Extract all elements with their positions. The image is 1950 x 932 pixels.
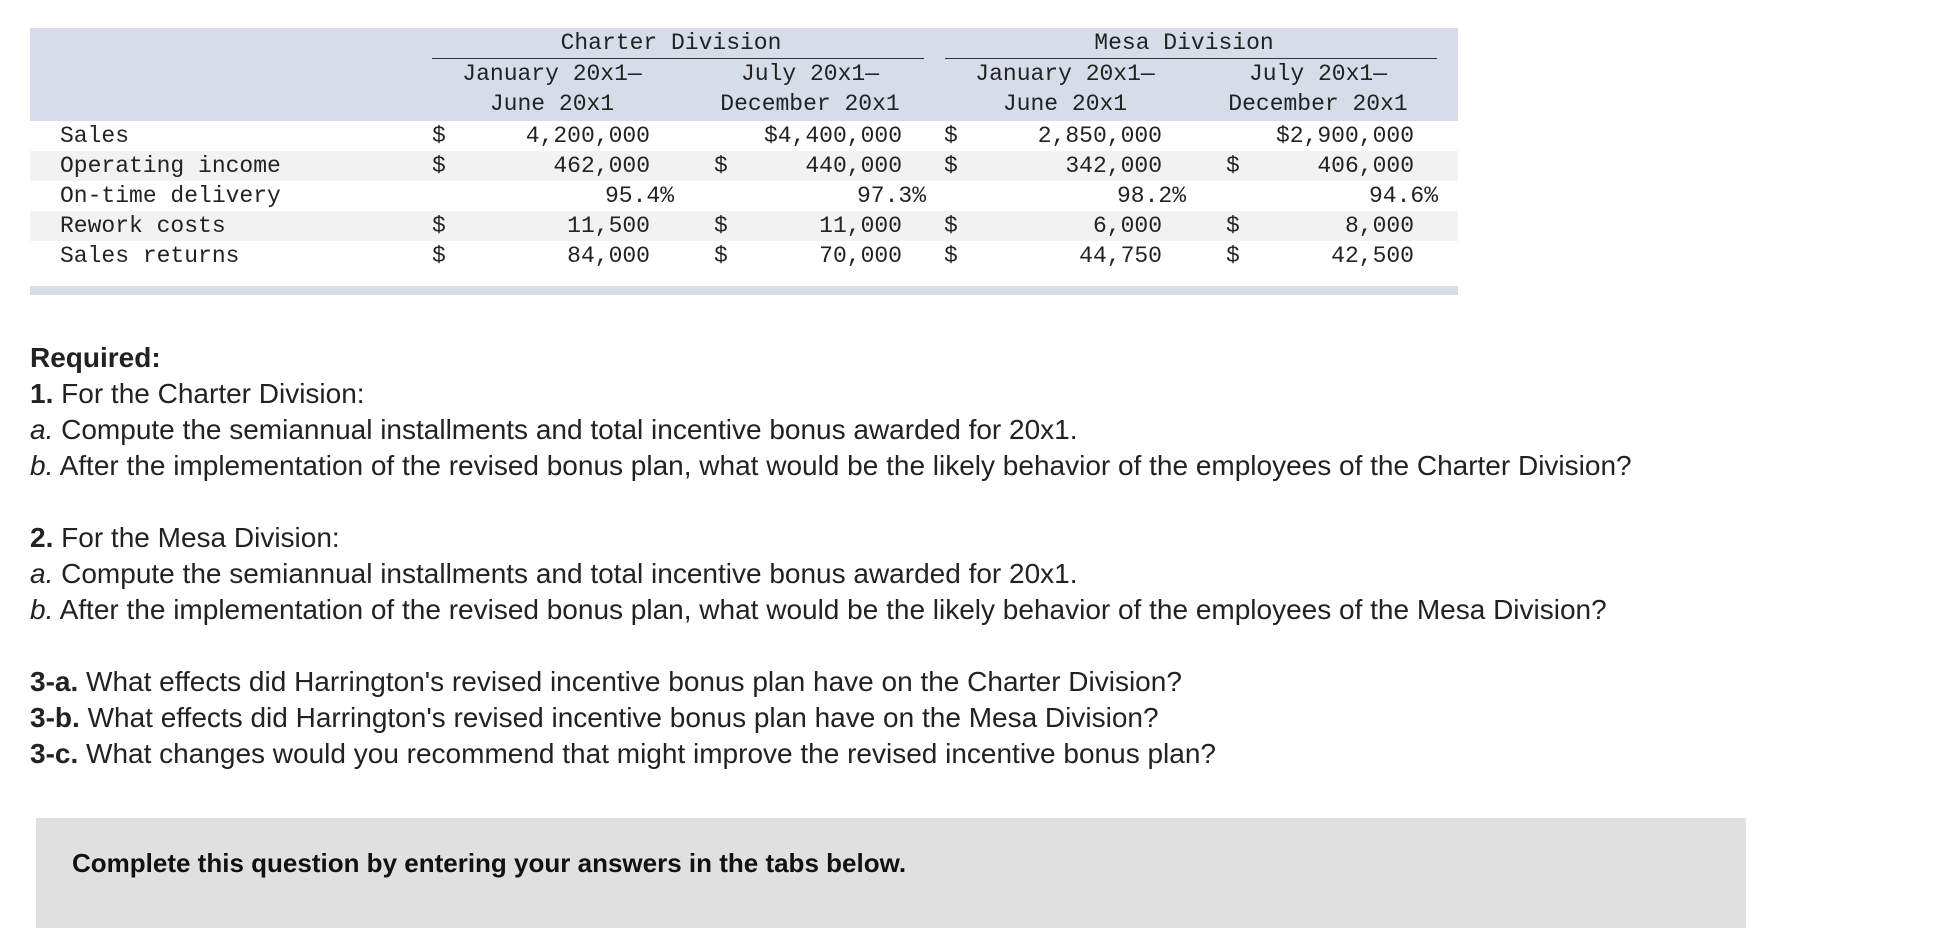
question-letter: a. (30, 558, 54, 589)
cell-value: 440,000 (805, 153, 902, 179)
row-label: On-time delivery (60, 183, 281, 209)
question-text: What changes would you recommend that might improve the revised incentive bonus plan? (86, 738, 1216, 769)
division-header-charter: Charter Division (560, 30, 782, 56)
cell-value: $2,900,000 (1275, 123, 1414, 149)
dollar-sign: $ (432, 123, 446, 149)
question-letter: b. (30, 450, 54, 481)
question-text: After the implementation of the revised bonus plan, what would be the likely behavior of the employees of the Charter Division? (59, 450, 1632, 481)
cell-value: 11,500 (567, 213, 650, 239)
cell-value: 2,850,000 (1037, 123, 1162, 149)
cell-value: $4,400,000 (763, 123, 902, 149)
question-number: 2. (30, 522, 54, 553)
question-letter: b. (30, 594, 54, 625)
question-1b (30, 448, 1920, 484)
period-3-line2: June 20x1 (1002, 91, 1128, 117)
cell-value: 44,750 (1079, 243, 1162, 269)
period-2-line1: July 20x1— (740, 61, 880, 87)
cell-value: 342,000 (1065, 153, 1162, 179)
question-text: For the Charter Division: (61, 378, 365, 409)
period-1-line2: June 20x1 (489, 91, 615, 117)
instructions-text: Complete this question by entering your answers in the tabs below. (72, 848, 907, 878)
dollar-sign: $ (432, 243, 446, 269)
cell-value: 4,200,000 (525, 123, 650, 149)
row-label: Rework costs (60, 213, 226, 239)
cell-value: 42,500 (1331, 243, 1414, 269)
question-text: After the implementation of the revised bonus plan, what would be the likely behavior of the employees of the Mesa Division? (59, 594, 1607, 625)
question-3b (30, 700, 1920, 736)
question-2 (30, 520, 1920, 556)
cell-value: 11,000 (819, 213, 902, 239)
question-2a (30, 556, 1920, 592)
question-2b (30, 592, 1920, 628)
cell-value: 462,000 (553, 153, 650, 179)
question-text: What effects did Harrington's revised incentive bonus plan have on the Mesa Division? (87, 702, 1159, 733)
period-2-line2: December 20x1 (720, 91, 900, 117)
dollar-sign: $ (714, 213, 728, 239)
question-number: 3-a. (30, 666, 79, 697)
question-text: Compute the semiannual installments and total incentive bonus awarded for 20x1. (61, 414, 1078, 445)
cell-value: 70,000 (819, 243, 902, 269)
period-3-line1: January 20x1— (975, 61, 1155, 87)
question-text: Compute the semiannual installments and total incentive bonus awarded for 20x1. (61, 558, 1078, 589)
dollar-sign: $ (944, 153, 958, 179)
question-number: 1. (30, 378, 54, 409)
dollar-sign: $ (714, 153, 728, 179)
required-heading: Required: (30, 342, 161, 373)
instructions-banner (36, 818, 1746, 928)
dollar-sign: $ (1226, 153, 1240, 179)
cell-value: 98.2% (1116, 183, 1186, 209)
question-1a (30, 412, 1920, 448)
dollar-sign: $ (1226, 213, 1240, 239)
cell-value: 95.4% (604, 183, 674, 209)
dollar-sign: $ (944, 213, 958, 239)
dollar-sign: $ (944, 243, 958, 269)
period-4-line1: July 20x1— (1248, 61, 1388, 87)
dollar-sign: $ (1226, 243, 1240, 269)
question-number: 3-b. (30, 702, 80, 733)
period-1-line1: January 20x1— (462, 61, 642, 87)
row-label: Operating income (60, 153, 281, 179)
question-1 (30, 376, 1920, 412)
cell-value: 97.3% (856, 183, 926, 209)
cell-value: 406,000 (1317, 153, 1414, 179)
question-letter: a. (30, 414, 54, 445)
cell-value: 8,000 (1344, 213, 1414, 239)
row-label: Sales returns (60, 243, 240, 269)
cell-value: 84,000 (567, 243, 650, 269)
table-bottom-band (30, 286, 1458, 295)
question-number: 3-c. (30, 738, 79, 769)
dollar-sign: $ (432, 153, 446, 179)
dollar-sign: $ (714, 243, 728, 269)
required-section (30, 340, 1920, 772)
period-4-line2: December 20x1 (1228, 91, 1408, 117)
question-text: What effects did Harrington's revised incentive bonus plan have on the Charter Division? (86, 666, 1182, 697)
question-text: For the Mesa Division: (61, 522, 340, 553)
dollar-sign: $ (944, 123, 958, 149)
question-3c (30, 736, 1920, 772)
row-label: Sales (60, 123, 130, 149)
cell-value: 6,000 (1092, 213, 1162, 239)
dollar-sign: $ (432, 213, 446, 239)
question-3a (30, 664, 1920, 700)
division-header-mesa: Mesa Division (1094, 30, 1274, 56)
cell-value: 94.6% (1368, 183, 1438, 209)
